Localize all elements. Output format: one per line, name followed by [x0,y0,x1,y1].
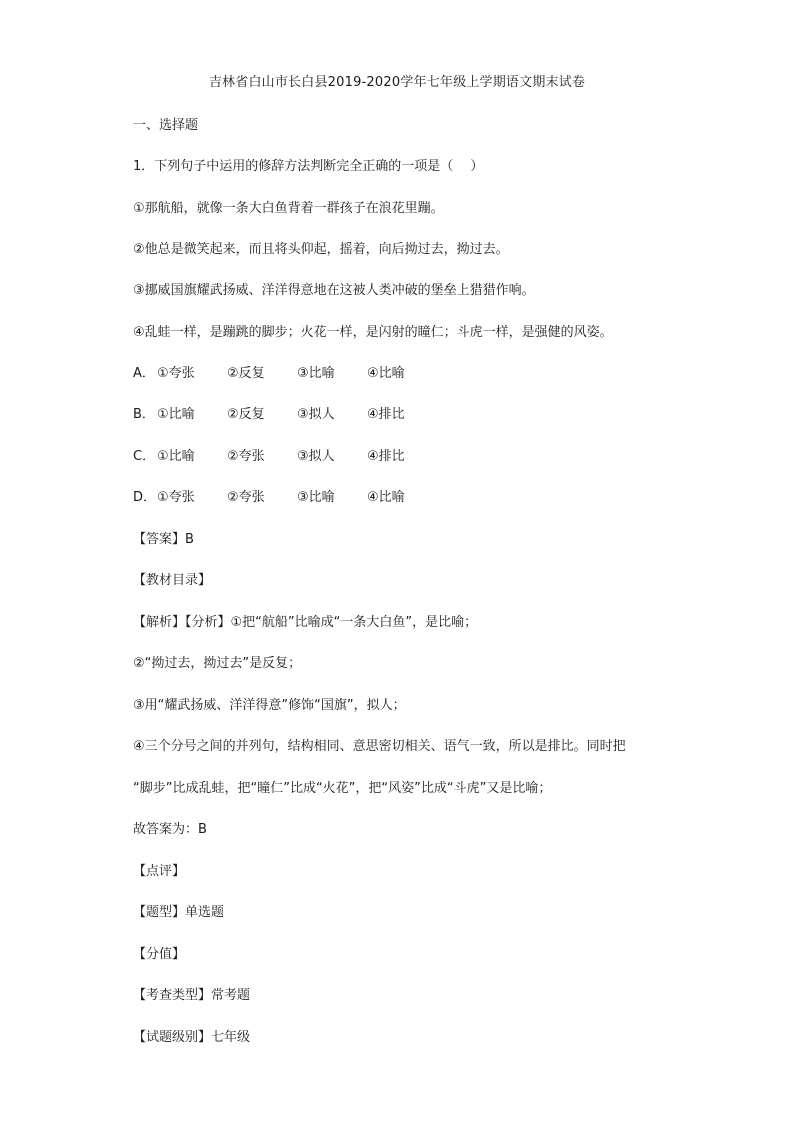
sentence-4: ④乱蛙一样，是蹦跳的脚步；火花一样，是闪射的瞳仁；斗虎一样，是强健的风姿。 [133,325,613,340]
sentence-3: ③挪威国旗耀武扬威、洋洋得意地在这被人类冲破的堡垒上猎猎作响。 [133,283,535,298]
option-item: ④排比 [367,449,405,464]
score-label: 【分值】 [133,947,186,962]
analysis-conclusion: 故答案为：B [133,822,207,837]
document-title: 吉林省白山市长白县2019-2020学年七年级上学期语文期末试卷 [208,75,586,90]
section-heading: 一、选择题 [133,118,199,133]
answer-line [133,531,194,549]
question-type-value: 单选题 [185,905,225,920]
option-letter: D． [133,490,157,505]
exam-type-line [133,987,250,1005]
option-item: ②反复 [227,407,265,422]
option-item: ②夸张 [227,490,265,505]
level-value: 七年级 [211,1030,251,1045]
option-a[interactable] [133,365,405,383]
option-letter: C． [133,449,156,464]
option-item: ④比喻 [367,366,405,381]
level-line [133,1029,250,1047]
option-item: ④排比 [367,407,405,422]
analysis-line-3: ③用“耀武扬威、洋洋得意”修饰“国旗”，拟人； [133,698,406,713]
option-item: ③拟人 [297,407,335,422]
option-item: ③比喻 [297,366,335,381]
question-type-label: 【题型】 [133,905,186,920]
textbook-label: 【教材目录】 [133,573,212,588]
option-c[interactable] [133,448,405,466]
option-d[interactable] [133,489,405,507]
exam-type-label: 【考查类型】 [133,988,212,1003]
sentence-2: ②他总是微笑起来，而且将头仰起，摇着，向后拗过去，拗过去。 [133,242,509,257]
analysis-text: ①把“航船”比喻成“一条大白鱼”，是比喻； [230,615,478,630]
exam-type-value: 常考题 [211,988,251,1003]
option-item: ③比喻 [297,490,335,505]
answer-label: 【答案】 [133,532,186,547]
option-letter: B． [133,407,155,422]
option-item: ②反复 [227,366,265,381]
level-label: 【试题级别】 [133,1030,212,1045]
analysis-line-2: ②“拗过去，拗过去”是反复； [133,656,302,671]
option-item: ①夸张 [157,490,195,505]
option-item: ①比喻 [157,407,195,422]
option-item: ①比喻 [157,449,195,464]
sentence-1: ①那航船，就像一条大白鱼背着一群孩子在浪花里蹦。 [133,201,444,216]
comment-label: 【点评】 [133,864,186,879]
option-item: ①夸张 [157,366,195,381]
analysis-line-1 [133,614,477,632]
question-stem: 1．下列句子中运用的修辞方法判断完全正确的一项是（ ） [133,159,484,174]
analysis-label: 【解析】【分析】 [133,615,231,630]
option-item: ④比喻 [367,490,405,505]
option-letter: A． [133,366,155,381]
answer-value: B [185,532,194,547]
question-type-line [133,904,224,922]
option-item: ③拟人 [297,449,335,464]
analysis-line-4: ④三个分号之间的并列句，结构相同、意思密切相关、语气一致，所以是排比。同时把 [133,739,626,754]
analysis-line-5: “脚步”比成乱蛙，把“瞳仁”比成“火花”，把“风姿”比成“斗虎”又是比喻； [133,781,552,796]
option-b[interactable] [133,406,405,424]
option-item: ②夸张 [227,449,265,464]
